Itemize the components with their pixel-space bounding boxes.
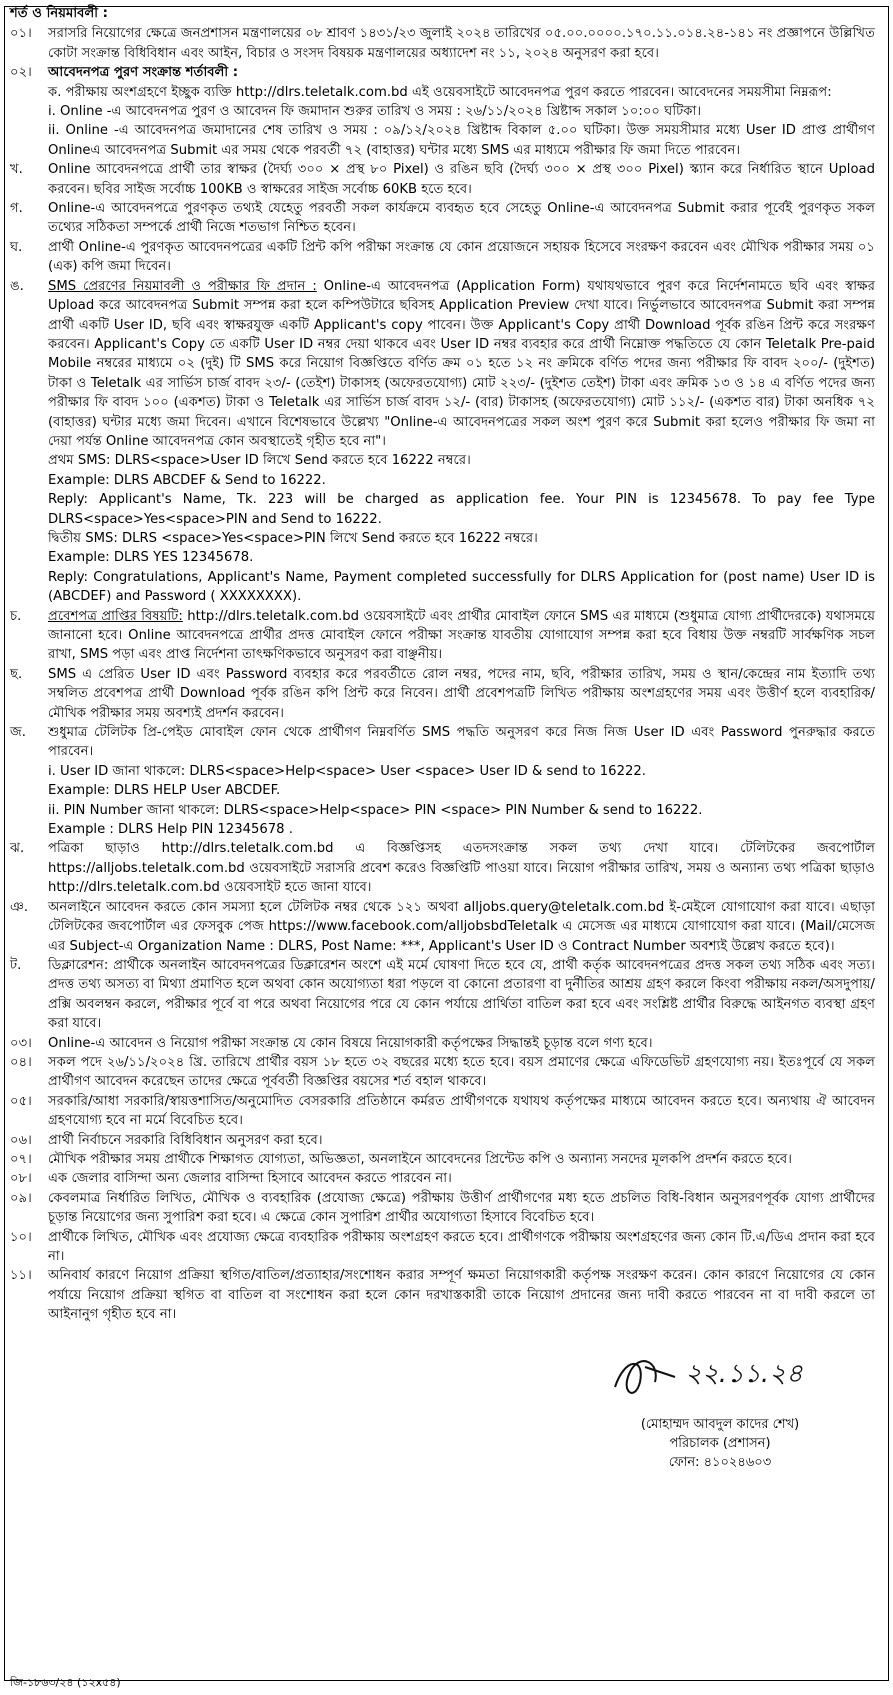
sms-example: Example: DLRS YES 12345678. [48,550,254,566]
signatory-name: (মোহাম্মদ আবদুল কাদের শেখ) [640,1416,800,1432]
subclause-title: প্রবেশপত্র প্রাপ্তির বিষয়টি: [48,608,183,624]
recovery-user-id [48,762,875,781]
handwritten-signature [605,1337,835,1407]
terms-heading: শর্ত ও নিয়মাবলী : [10,6,108,21]
subclause-umo [10,277,875,452]
sms-instruction: প্রথম SMS: DLRS<space>User ID লিখে Send করতে হবে 16222 নম্বরে। [48,453,471,469]
clause-title: আবেদনপত্র পুরণ সংক্রান্ত শর্তাবলী : [48,65,239,81]
subclause-label: খ. [10,162,23,178]
subclause-label: ঝ. [10,841,25,857]
signature-area [10,1325,875,1475]
sms-second-example [48,548,875,567]
subclause-jha [10,839,875,897]
clause-number: ০৪। [10,1054,32,1070]
clause-04 [10,1053,875,1092]
clause-number: ০৬। [10,1132,32,1148]
clause-02 [10,63,875,82]
subclause-text: Online আবেদনপত্রে প্রার্থী তার স্বাক্ষর (দৈর্ঘ্য ৩০০ × প্রস্থ ৮০ Pixel) ও রঙিন ছবি (দৈর্ঘ্য ৩০০ × প্রস্থ ৩০০ Pixel) স্ক্যান করে নির্ধারিত স্থানে Upload করবেন। ছবির সাইজ সর্বোচ্চ 100KB ও স্বাক্ষরের সাইজ সর্বোচ্চ 60KB হতে হবে। [48,162,875,197]
subclause-ka-ii [48,121,875,160]
subclause-label: ঙ. [10,278,24,294]
subclause-body [48,277,875,452]
subclause-text: শুধুমাত্র টেলিটক প্রি-পেইড মোবাইল ফোন থেকে প্রার্থীগণ নিম্নবর্ণিত SMS পদ্ধতি অনুসরণ করে নিজ নিজ User ID এবং Password পুনরুদ্ধার করতে পারবেন। [48,725,875,760]
clause-number: ০৫। [10,1093,32,1109]
subclause-label: গ. [10,201,23,217]
clause-11 [10,1266,875,1324]
sms-reply: Reply: Congratulations, Applicant's Name, Payment completed successfully for DLRS Application for (post name) User ID is (ABCDEF) and Password ( XXXXXXXX). [48,569,875,605]
sms-second-reply [48,568,875,607]
recovery-example: Example: DLRS HELP User ABCDEF. [48,783,281,799]
recovery-user-id-example [48,781,875,800]
clause-07 [10,1150,875,1169]
signatory-block [605,1415,835,1472]
subclause-gha [10,238,875,277]
clause-text: এক জেলার বাসিন্দা অন্য জেলার বাসিন্দা হিসাবে আবেদন করতে পারবেন না। [48,1171,452,1187]
recovery-example: Example : DLRS Help PIN 12345678 . [48,822,293,838]
subclause-text: SMS এ প্রেরিত User ID এবং Password ব্যবহার করে পরবর্তীতে রোল নম্বর, পদের নাম, ছবি, পরীক্ষার তারিখ, সময় ও স্থান/কেন্দ্রের নাম ইত্যাদি তথ্য সম্বলিত প্রবেশপত্র প্রার্থী Download পূর্বক রঙিন কপি প্রিন্ট করে নিবেন। প্রার্থী প্রবেশপত্রটি লিখিত পরীক্ষায় অংশগ্রহণের সময় এবং উত্তীর্ণ হলে ব্যবহারিক/মৌখিক পরীক্ষার সময় অবশ্যই প্রদর্শন করবেন। [48,666,875,721]
recovery-instruction: ii. PIN Number জানা থাকলে: DLRS<space>Help<space> PIN <space> PIN Number & send to 16222. [48,802,703,818]
subclause-label: ঘ. [10,239,23,255]
sms-first-reply [48,490,875,529]
subclause-label: চ. [10,608,22,624]
subclause-chha [10,665,875,723]
signatory-phone: ফোন: ৪১০২৪৬০৩ [668,1454,772,1470]
subclause-title: SMS প্রেরণের নিয়মাবলী ও পরীক্ষার ফি প্রদান : [48,278,317,294]
subclause-text: ডিক্লারেশন: প্রার্থীকে অনলাইন আবেদনপত্রের ডিক্লারেশন অংশে এই মর্মে ঘোষণা দিতে হবে যে, প্রার্থী কর্তৃক আবেদনপত্রের প্রদত্ত সকল তথ্য সঠিক এবং সত্য। প্রদত্ত তথ্য অসত্য বা মিথ্যা প্রমাণিত হলে অথবা কোন অযোগ্যতা ধরা পড়লে বা কোনো প্রতারণা বা দুর্নীতির আশ্রয় গ্রহণ করলে কিংবা পরীক্ষায় নকল/অসদুপায়/প্রক্সি অবলম্বন করলে, পরীক্ষার পূর্বে বা পরে অথবা নিয়োগের পরে যে কোন পর্যায়ে প্রার্থিতা বাতিল করা হবে এবং সংশ্লিষ্ট প্রার্থীর বিরুদ্ধে আইনগত ব্যবস্থা গ্রহণ করা যাবে। [48,957,875,1032]
clause-08 [10,1169,875,1188]
recovery-pin-example [48,820,875,839]
subclause-text: ক. পরীক্ষায় অংশগ্রহণে ইচ্ছুক ব্যক্তি http://dlrs.teletalk.com.bd এই ওয়েবসাইটে আবেদনপত্র পুরণ করতে পারবেন। আবেদনের সময়সীমা নিম্নরূপ: [48,84,832,100]
sms-example: Example: DLRS ABCDEF & Send to 16222. [48,472,326,488]
clause-text: সরাসরি নিয়োগের ক্ষেত্রে জনপ্রশাসন মন্ত্রণালয়ের ০৮ শ্রাবণ ১৪৩১/২৩ জুলাই ২০২৪ তারিখের ০৫.০০.০০০০.১৭০.১১.০১৪.২৪-১৪১ নং প্রজ্ঞাপনে উল্লিখিত কোটা সংক্রান্ত বিধিবিধান এবং আইন, বিচার ও সংসদ বিষয়ক মন্ত্রণালয়ের অধ্যাদেশ নং ১১, ২০২৪ অনুসরণ করা হবে। [48,26,875,61]
clause-03 [10,1034,875,1053]
clause-06 [10,1131,875,1150]
sms-first-example [48,471,875,490]
subclause-kha [10,160,875,199]
subclause-text: Online-এ আবেদনপত্রে পুরণকৃত তথ্যই যেহেতু পরবর্তী সকল কার্যক্রমে ব্যবহৃত হবে সেহেতু Online-এ আবেদনপত্র Submit করার পূর্বেই পুরণকৃত সকল তথ্যের সঠিকতা সম্পর্কে প্রার্থী নিজে শতভাগ নিশ্চিত হবেন। [48,201,875,236]
clause-text: সকল পদে ২৬/১১/২০২৪ খ্রি. তারিখে প্রার্থীর বয়স ১৮ হতে ৩২ বছরের মধ্যে হতে হবে। বয়স প্রমাণের ক্ষেত্রে এফিডেভিট গ্রহণযোগ্য নয়। ইতঃপূর্বে যে সকল প্রার্থীগণ আবেদন করেছেন তাদের ক্ষেত্রে পূর্ববর্তী বিজ্ঞপ্তির বয়সের শর্ত বহাল থাকবে। [48,1054,875,1090]
subclause-text: i. Online -এ আবেদনপত্র পুরণ ও আবেদন ফি জমাদান শুরুর তারিখ ও সময় : ২৬/১১/২০২৪ খ্রিষ্টাব্দ সকাল ১০:০০ ঘটিকা। [48,104,702,120]
clause-text: সরকারি/আধা সরকারি/স্বায়ত্তশাসিত/অনুমোদিত বেসরকারি প্রতিষ্ঠানে কর্মরত প্রার্থীগণকে যথাযথ কর্তৃপক্ষের মাধ্যমে আবেদন করতে হবে। অন্যথায় ঐ আবেদন গ্রহণযোগ্য হবে না মর্মে বিবেচিত হবে। [48,1093,875,1129]
subclause-cha [10,607,875,665]
clause-10 [10,1228,875,1267]
clause-number: ০৮। [10,1171,32,1187]
print-code: জি-১৮৬৩/২৪ (১২x৫৪) [10,1676,121,1689]
signatory-designation: পরিচালক (প্রশাসন) [669,1435,771,1451]
subclause-ta [10,956,875,1034]
subclause-ka [48,83,875,102]
sms-reply: Reply: Applicant's Name, Tk. 223 will be charged as application fee. Your PIN is 12345678. To pay fee Type DLRS<space>Yes<space>PIN and Send to 16222. [48,492,875,527]
clause-number: ০১। [10,26,32,42]
sms-second [48,529,875,548]
clause-09 [10,1189,875,1228]
clause-number: ০২। [10,65,32,81]
subclause-text: প্রার্থী Online-এ পুরণকৃত আবেদনপত্রের একটি প্রিন্ট কপি পরীক্ষা সংক্রান্ত যে কোন প্রয়োজনে সহায়ক হিসেবে সংরক্ষণ করবেন এবং মৌখিক পরীক্ষার সময় ০১ (এক) কপি জমা দিবেন। [48,239,875,275]
clause-text: মৌখিক পরীক্ষার সময় প্রার্থীকে শিক্ষাগত যোগ্যতা, অভিজ্ঞতা, অনলাইনে আবেদনের প্রিন্টেড কপি ও অন্যান্য সনদের মূলকপি প্রদর্শন করতে হবে। [48,1151,792,1167]
subclause-ka-i [48,102,875,121]
clause-text: প্রার্থী নির্বাচনে সরকারি বিধিবিধান অনুসরণ করা হবে। [48,1132,323,1148]
subclause-text: http://dlrs.teletalk.com.bd ওয়েবসাইটে এবং প্রার্থীর মোবাইল ফোনে SMS এর মাধ্যমে (শুধুমাত্র যোগ্য প্রার্থীদেরকে) যথাসময়ে জানানো হবে। Online আবেদনপত্রে প্রার্থীর প্রদত্ত মোবাইল ফোনে পরীক্ষা সংক্রান্ত যাবতীয় যোগাযোগ সম্পন্ন করা হবে বিধায় উক্ত নম্বরটি সার্বক্ষণিক সচল রাখা, SMS পড়া এবং প্রাপ্ত নির্দেশনা তাৎক্ষণিকভাবে অনুসরণ করা বাঞ্ছনীয়। [48,608,875,663]
subclause-ja [10,723,875,762]
clause-number: ০৩। [10,1035,32,1051]
signature-date: ২২.১১.২৪ [685,1358,803,1389]
clause-text: Online-এ আবেদন ও নিয়োগ পরীক্ষা সংক্রান্ত যে কোন বিষয়ে নিয়োগকারী কর্তৃপক্ষের সিদ্ধান্তই চূড়ান্ত বলে গণ্য হবে। [48,1035,653,1051]
clause-number: ১০। [10,1229,32,1245]
subclause-text: ii. Online -এ আবেদনপত্র জমাদানের শেষ তারিখ ও সময় : ০৯/১২/২০২৪ খ্রিষ্টাব্দ বিকাল ৫.০০ ঘটিকা। উক্ত সময়সীমার মধ্যে User ID প্রাপ্ত প্রার্থীগণ Onlineএ আবেদনপত্র Submit এর সময় থেকে পরবর্তী ৭২ (বাহাত্তর) ঘন্টার মধ্যে SMS এর মাধ্যমে পরীক্ষার ফি জমা দিতে পারবেন। [48,123,875,158]
clause-05 [10,1092,875,1131]
clause-01 [10,24,875,63]
subclause-text: অনলাইনে আবেদন করতে কোন সমস্যা হলে টেলিটক নম্বর থেকে ১২১ অথবা alljobs.query@teletalk.com.bd ই-মেইলে যোগাযোগ করা যাবে। এছাড়া টেলিটকের জবপোর্টাল এর ফেসবুক পেজ https://www.facebook.com/alljobsbdTeletalk এ মেসেজ এর মাধ্যমে যোগাযোগ করা যাবে। (Mail/মেসেজ এর Subject-এ Organization Name : DLRS, Post Name: ***, Applicant's User ID ও Contract Number অবশ্যই উল্লেখ করতে হবে)। [48,899,875,954]
subclause-label: জ. [10,725,26,741]
subclause-ga [10,199,875,238]
clause-text: কেবলমাত্র নির্ধারিত লিখিত, মৌখিক ও ব্যবহারিক (প্রযোজ্য ক্ষেত্রে) পরীক্ষায় উত্তীর্ণ প্রার্থীগণের মধ্য হতে প্রচলিত বিধি-বিধান অনুসরণপূর্বক যোগ্য প্রার্থীদের চূড়ান্ত নিয়োগের জন্য সুপারিশ করা হবে। এ ক্ষেত্রে কোন সুপারিশ প্রার্থীর অযোগ্যতা হিসাবে বিবেচিত হবে। [48,1190,875,1226]
subclause-body [48,607,875,665]
subclause-text: পত্রিকা ছাড়াও http://dlrs.teletalk.com.bd এ বিজ্ঞপ্তিসহ এতদসংক্রান্ত সকল তথ্য দেখা যাবে। টেলিটকের জবপোর্টাল https://alljobs.teletalk.com.bd ওয়েবসাইটে সরাসরি প্রবেশ করেও বিজ্ঞপ্তিটি পাওয়া যাবে। নিয়োগ পরীক্ষার তারিখ, সময় ও অন্যান্য তথ্য পত্রিকা ছাড়াও http://dlrs.teletalk.com.bd ওয়েবসাইট হতে জানা যাবে। [48,841,875,896]
subclause-label: ঞ. [10,899,29,915]
sms-instruction: দ্বিতীয় SMS: DLRS <space>Yes<space>PIN লিখে Send করতে হবে 16222 নম্বরে। [48,530,538,546]
terms-content [4,0,885,1475]
clause-number: ০৯। [10,1190,32,1206]
clause-number: ১১। [10,1268,32,1284]
clause-text: প্রার্থীকে লিখিত, মৌখিক এবং প্রযোজ্য ক্ষেত্রে ব্যবহারিক পরীক্ষায় অংশগ্রহণ করতে হবে। প্রার্থীগণকে পরীক্ষায় অংশগ্রহণের জন্য কোন টি.এ/ডিএ প্রদান করা হবে না। [48,1229,875,1264]
subclause-nio [10,898,875,956]
subclause-label: ছ. [10,666,23,682]
clause-number: ০৭। [10,1151,32,1167]
subclause-text: Online-এ আবেদনপত্র (Application Form) যথাযথভাবে পুরণ করে নির্দেশনামতে ছবি এবং স্বাক্ষর Upload করে আবেদনপত্র Submit সম্পন্ন করা হলে কম্পিউটারে ছবিসহ Application Preview দেখা যাবে। নির্ভুলভাবে আবেদনপত্র Submit করা সম্পন্ন প্রার্থী একটি User ID, ছবি এবং স্বাক্ষরযুক্ত একটি Applicant's copy পাবেন। উক্ত Applicant's Copy প্রার্থী Download পূর্বক রঙিন প্রিন্ট করে সংরক্ষণ করবেন। Applicant's Copy তে একটি User ID নম্বর দেয়া থাকবে এবং User ID নম্বর ব্যবহার করে প্রার্থী নিম্নোক্ত পদ্ধতিতে যে কোন Teletalk Pre-paid Mobile নম্বরের মাধ্যমে ০২ (দুই) টি SMS করে নিয়োগ বিজ্ঞপ্তিতে বর্ণিত ক্রম ০১ হতে ১২ নং ক্রমিকে বর্ণিত পদের জন্য পরীক্ষার ফি বাবদ ২০০/- (দুইশত) টাকা ও Teletalk এর সার্ভিস চার্জ বাবদ ২৩/- (তেইশ) টাকাসহ (অফেরতযোগ্য) মোট ২২৩/- (দুইশত তেইশ) টাকা এবং ক্রমিক ১৩ ও ১৪ এ বর্ণিত পদের জন্য পরীক্ষার ফি বাবদ ১০০ (একশত) টাকা ও Teletalk এর সার্ভিস চার্জ বাবদ ১২/- (বার) টাকাসহ (অফেরতযোগ্য) মোট ১১২/- (একশত বার) টাকা অনধিক ৭২ (বাহাত্তর) ঘন্টার মধ্যে জমা দিবেন। এখানে বিশেষভাবে উল্লেখ্য "Online-এ আবেদনপত্রের সকল অংশ পুরণ করে Submit করা হলেও পরীক্ষার ফি জমা না দেয়া পর্যন্ত Online আবেদনপত্র কোন অবস্থাতেই গৃহীত হবে না"। [48,278,875,449]
sms-first [48,451,875,470]
clause-text: অনিবার্য কারণে নিয়োগ প্রক্রিয়া স্থগিত/বাতিল/প্রত্যাহার/সংশোধন করার সম্পূর্ণ ক্ষমতা নিয়োগকারী কর্তৃপক্ষ সংরক্ষণ করেন। কোন কারণে নিয়োগের যে কোন পর্যায়ে নিয়োগ প্রক্রিয়া স্থগিত বা বাতিল বা সংশোধন করা হলে কোন দরখাস্তকারী তাকে নিয়োগ প্রদানের জন্য দাবী করতে পারবেন না বা দাবী করলে তা আইনানুগ গৃহীত হবে না। [48,1268,875,1323]
recovery-pin [48,801,875,820]
recovery-instruction: i. User ID জানা থাকলে: DLRS<space>Help<space> User <space> User ID & send to 16222. [48,763,646,779]
subclause-label: ট. [10,957,22,973]
